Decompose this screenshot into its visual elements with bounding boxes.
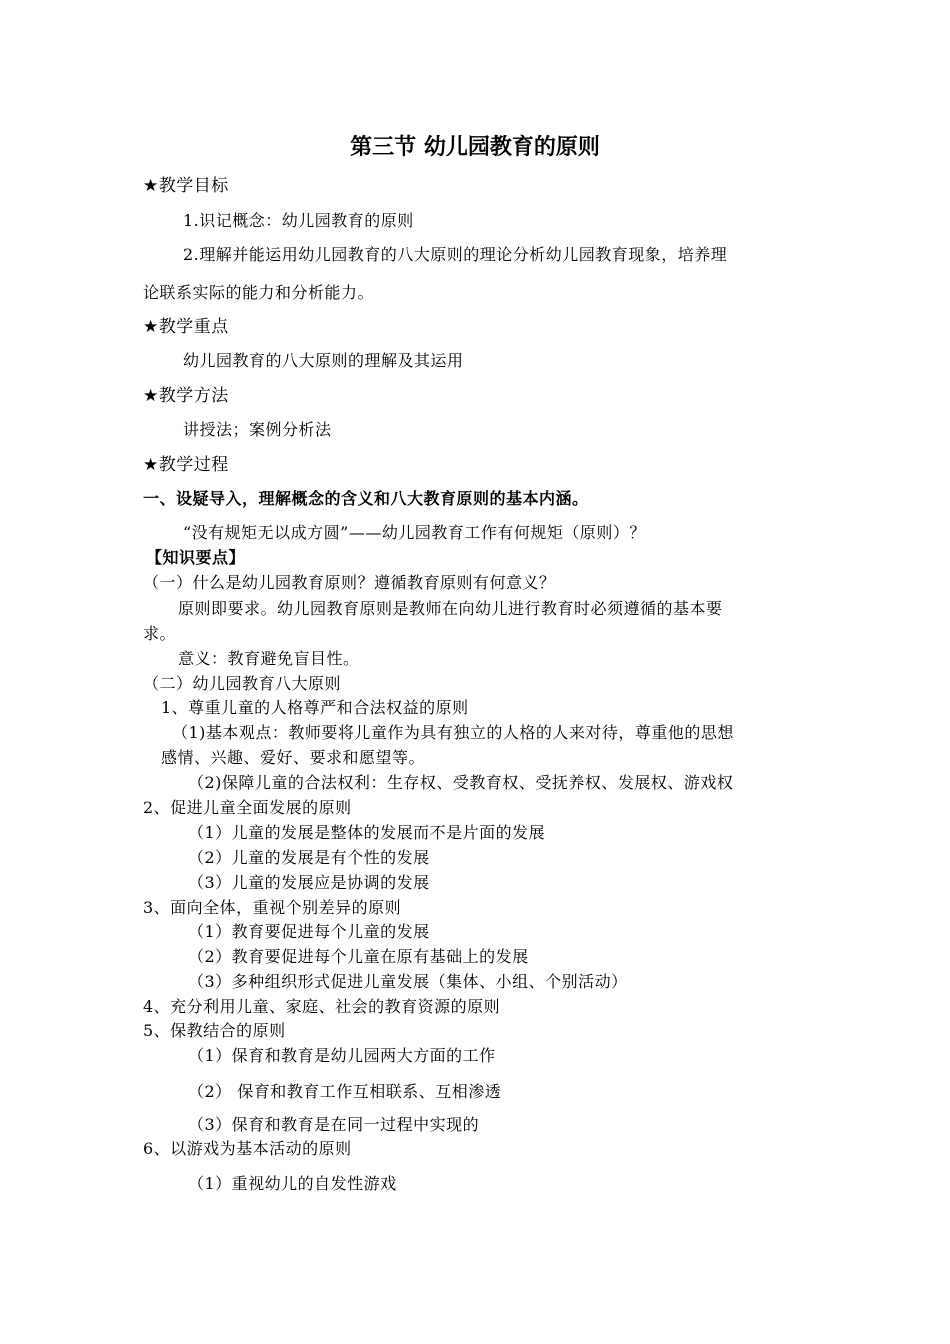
page-title: 第三节 幼儿园教育的原则 [350,135,600,160]
principle-5-point-c: （3）保育和教育是在同一过程中实现的 [188,1115,480,1134]
meaning-text: 意义：教育避免盲目性。 [178,649,360,668]
goal-item-2-line-1: 2.理解并能运用幼儿园教育的八大原则的理论分析幼儿园教育现象，培养理 [183,245,728,264]
process-heading: ★教学过程 [143,455,229,475]
goals-heading: ★教学目标 [143,176,229,196]
knowledge-points-label: 【知识要点】 [146,548,246,567]
definition-line-1: 原则即要求。幼儿园教育原则是教师在向幼儿进行教育时必须遵循的基本要 [178,599,723,618]
principle-2-point-b: （2）儿童的发展是有个性的发展 [188,848,430,867]
principle-1-point-a-line-1: （1)基本观点：教师要将儿童作为具有独立的人格的人来对待，尊重他的思想 [172,723,734,742]
principle-3-point-b: （2）教育要促进每个儿童在原有基础上的发展 [188,947,529,966]
principle-5: 5、保教结合的原则 [143,1021,286,1040]
definition-line-2: 求。 [143,624,177,643]
principle-3-point-c: （3）多种组织形式促进儿童发展（集体、小组、个别活动） [188,972,628,991]
principle-4: 4、充分利用儿童、家庭、社会的教育资源的原则 [143,997,501,1016]
principle-6-point-a: （1）重视幼儿的自发性游戏 [188,1174,397,1193]
principle-3-point-a: （1）教育要促进每个儿童的发展 [188,922,430,941]
principle-2-point-c: （3）儿童的发展应是协调的发展 [188,873,430,892]
question-1: （一）什么是幼儿园教育原则？遵循教育原则有何意义？ [143,573,556,592]
goal-item-1: 1.识记概念：幼儿园教育的原则 [183,211,414,230]
method-text: 讲授法；案例分析法 [183,420,332,439]
principle-3: 3、面向全体，重视个别差异的原则 [143,898,402,917]
principle-1-point-b: （2)保障儿童的合法权利：生存权、受教育权、受抚养权、发展权、游戏权 [188,773,734,792]
focus-heading: ★教学重点 [143,317,229,337]
intro-quote: “没有规矩无以成方圆”——幼儿园教育工作有何规矩（原则）？ [183,523,646,542]
question-2: （二）幼儿园教育八大原则 [143,674,342,693]
principle-1: 1、尊重儿童的人格尊严和合法权益的原则 [161,698,469,717]
principle-5-point-a: （1）保育和教育是幼儿园两大方面的工作 [188,1046,496,1065]
principle-1-point-a-line-2: 感情、兴趣、爱好、要求和愿望等。 [161,748,426,767]
part-1-heading: 一、设疑导入，理解概念的含义和八大教育原则的基本内涵。 [143,489,589,508]
principle-5-point-b: （2） 保育和教育工作互相联系、互相渗透 [188,1082,502,1101]
principle-6: 6、以游戏为基本活动的原则 [143,1139,352,1158]
focus-text: 幼儿园教育的八大原则的理解及其运用 [183,351,464,370]
principle-2-point-a: （1）儿童的发展是整体的发展而不是片面的发展 [188,823,546,842]
principle-2: 2、促进儿童全面发展的原则 [143,798,352,817]
method-heading: ★教学方法 [143,386,229,406]
goal-item-2-line-2: 论联系实际的能力和分析能力。 [143,283,375,302]
